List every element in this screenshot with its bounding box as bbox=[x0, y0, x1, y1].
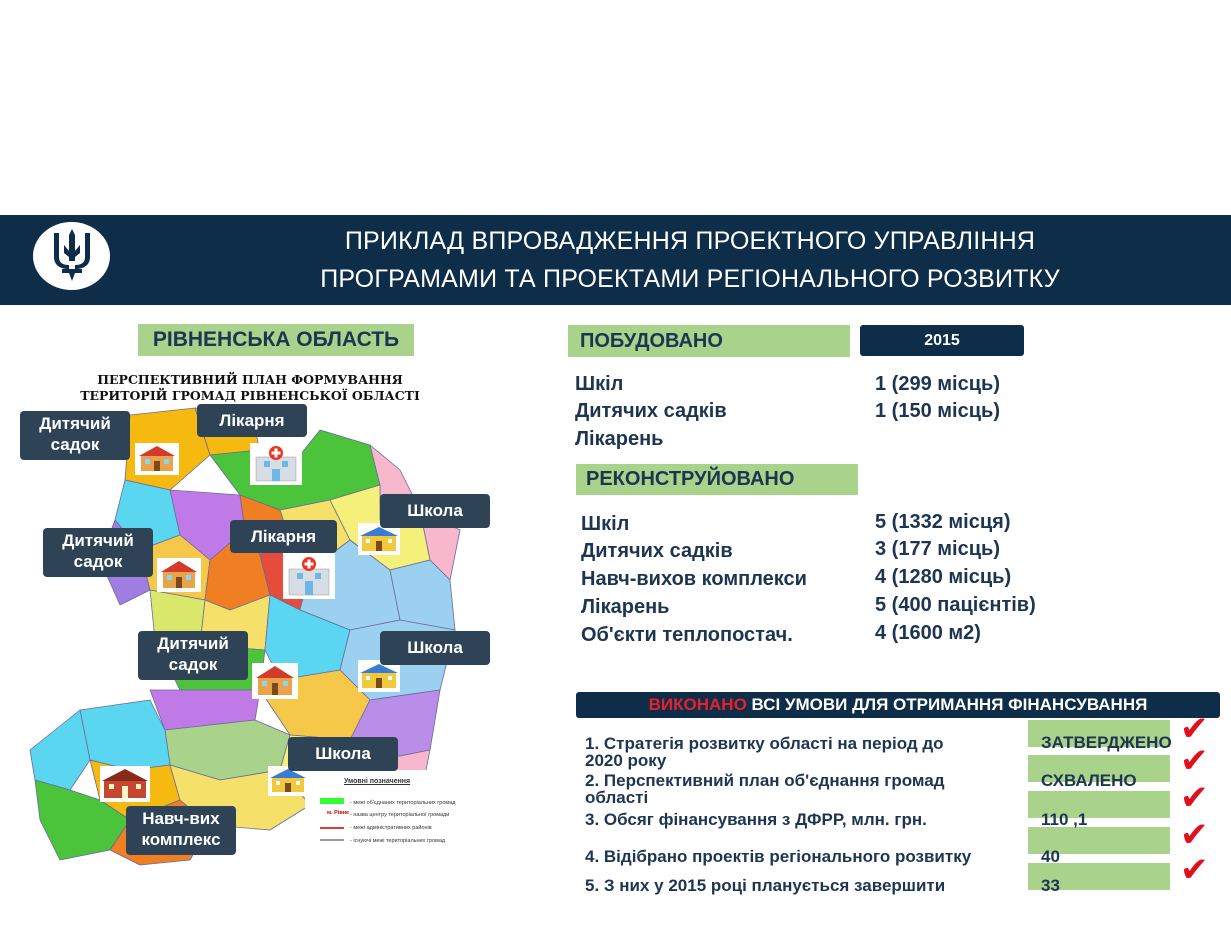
checkmark-icon: ✔ bbox=[1180, 742, 1209, 780]
recon-row-value: 4 (1280 місць) bbox=[875, 566, 1012, 588]
conditions-header bbox=[576, 692, 1220, 718]
built-row-name: Лікарень bbox=[575, 428, 664, 450]
checkmark-icon: ✔ bbox=[1180, 710, 1209, 748]
condition-text-line: області bbox=[585, 788, 649, 807]
condition-value: 33 bbox=[1041, 876, 1060, 895]
kindergarten-icon bbox=[252, 663, 298, 699]
condition-item bbox=[585, 772, 945, 806]
condition-item: 4. Відібрано проектів регіонального розвитку bbox=[585, 847, 972, 866]
checkmark-icon: ✔ bbox=[1180, 779, 1209, 817]
recon-row-name: Об'єкти теплопостач. bbox=[581, 624, 793, 646]
hospital-icon bbox=[283, 553, 335, 599]
conditions-header-highlight: ВИКОНАНО bbox=[648, 695, 747, 714]
built-row-value: 1 (150 місць) bbox=[875, 400, 1000, 422]
year-badge: 2015 bbox=[860, 325, 1024, 356]
recon-row-value: 4 (1600 м2) bbox=[875, 622, 981, 644]
recon-row-name: Шкіл bbox=[581, 513, 630, 535]
built-row-value: 1 (299 місць) bbox=[875, 373, 1000, 395]
education-complex-icon bbox=[100, 766, 150, 802]
condition-value: 110 ,1 bbox=[1041, 810, 1088, 829]
recon-row-name: Лікарень bbox=[581, 596, 670, 618]
condition-item: 5. З них у 2015 році планується завершити bbox=[585, 876, 946, 895]
map-legend-item: - межі адміністративних районів bbox=[350, 825, 432, 831]
map-title-line-1: ПЕРСПЕКТИВНИЙ ПЛАН ФОРМУВАННЯ bbox=[97, 372, 403, 387]
recon-row-value: 5 (400 пацієнтів) bbox=[875, 594, 1036, 616]
map-legend-item: - існуючі межі територіальних громад bbox=[350, 838, 446, 844]
checkmark-icon: ✔ bbox=[1180, 816, 1209, 854]
condition-value: ЗАТВЕРДЖЕНО bbox=[1041, 733, 1172, 752]
map-title-line-2: ТЕРИТОРІЙ ГРОМАД РІВНЕНСЬКОЇ ОБЛАСТІ bbox=[80, 388, 420, 403]
recon-row-value: 5 (1332 місця) bbox=[875, 511, 1011, 533]
conditions-header-text: ВСІ УМОВИ ДЛЯ ОТРИМАННЯ ФІНАНСУВАННЯ bbox=[746, 695, 1148, 714]
condition-item bbox=[585, 735, 944, 769]
map-tag-hospital: Лікарня bbox=[197, 404, 307, 437]
condition-item: 3. Обсяг фінансування з ДФРР, млн. грн. bbox=[585, 810, 927, 829]
map-legend-sample: м. Рівне bbox=[327, 810, 350, 816]
title-line-2: ПРОГРАМАМИ ТА ПРОЕКТАМИ РЕГІОНАЛЬНОГО РОЗВИТКУ bbox=[320, 265, 1060, 293]
hospital-icon bbox=[250, 443, 302, 485]
condition-text-line: 1. Стратегія розвитку області на період до bbox=[585, 734, 944, 753]
recon-row-name: Навч-вихов комплекси bbox=[581, 568, 807, 590]
map-legend-item: - межі об'єднаних територіальних громад bbox=[350, 800, 456, 806]
condition-value: СХВАЛЕНО bbox=[1041, 771, 1137, 790]
title-line-1: ПРИКЛАД ВПРОВАДЖЕННЯ ПРОЕКТНОГО УПРАВЛІННЯ bbox=[344, 227, 1036, 255]
kindergarten-icon bbox=[157, 558, 201, 592]
map-tag-school: Школа bbox=[380, 494, 490, 528]
region-label: РІВНЕНСЬКА ОБЛАСТЬ bbox=[138, 324, 414, 356]
built-row-name: Шкіл bbox=[575, 373, 624, 395]
map-tag-education-complex: Навч-вих комплекс bbox=[126, 806, 236, 855]
checkmark-icon: ✔ bbox=[1180, 851, 1209, 889]
map-legend-title: Умовні позначення bbox=[344, 778, 411, 785]
map-legend-item: - назва центру територіальної громади bbox=[350, 812, 450, 818]
map-tag-kindergarten: Дитячий садок bbox=[138, 631, 248, 680]
reconstructed-label: РЕКОНСТРУЙОВАНО bbox=[576, 464, 858, 495]
recon-row-name: Дитячих садків bbox=[581, 540, 733, 562]
map-tag-school: Школа bbox=[380, 631, 490, 665]
trident-icon bbox=[33, 222, 110, 290]
page-title bbox=[230, 222, 1150, 298]
built-label: ПОБУДОВАНО bbox=[568, 325, 850, 357]
map-tag-school: Школа bbox=[288, 737, 398, 771]
map-tag-hospital: Лікарня bbox=[230, 520, 337, 553]
condition-text-line: 2020 року bbox=[585, 751, 667, 770]
built-row-name: Дитячих садків bbox=[575, 400, 727, 422]
map-title bbox=[60, 372, 440, 404]
condition-value: 40 bbox=[1041, 847, 1060, 866]
map-tag-kindergarten: Дитячий садок bbox=[20, 411, 130, 460]
kindergarten-icon bbox=[135, 443, 179, 475]
condition-text-line: 2. Перспективний план об'єднання громад bbox=[585, 771, 945, 790]
recon-row-value: 3 (177 місць) bbox=[875, 538, 1000, 560]
map-tag-kindergarten: Дитячий садок bbox=[43, 528, 153, 577]
